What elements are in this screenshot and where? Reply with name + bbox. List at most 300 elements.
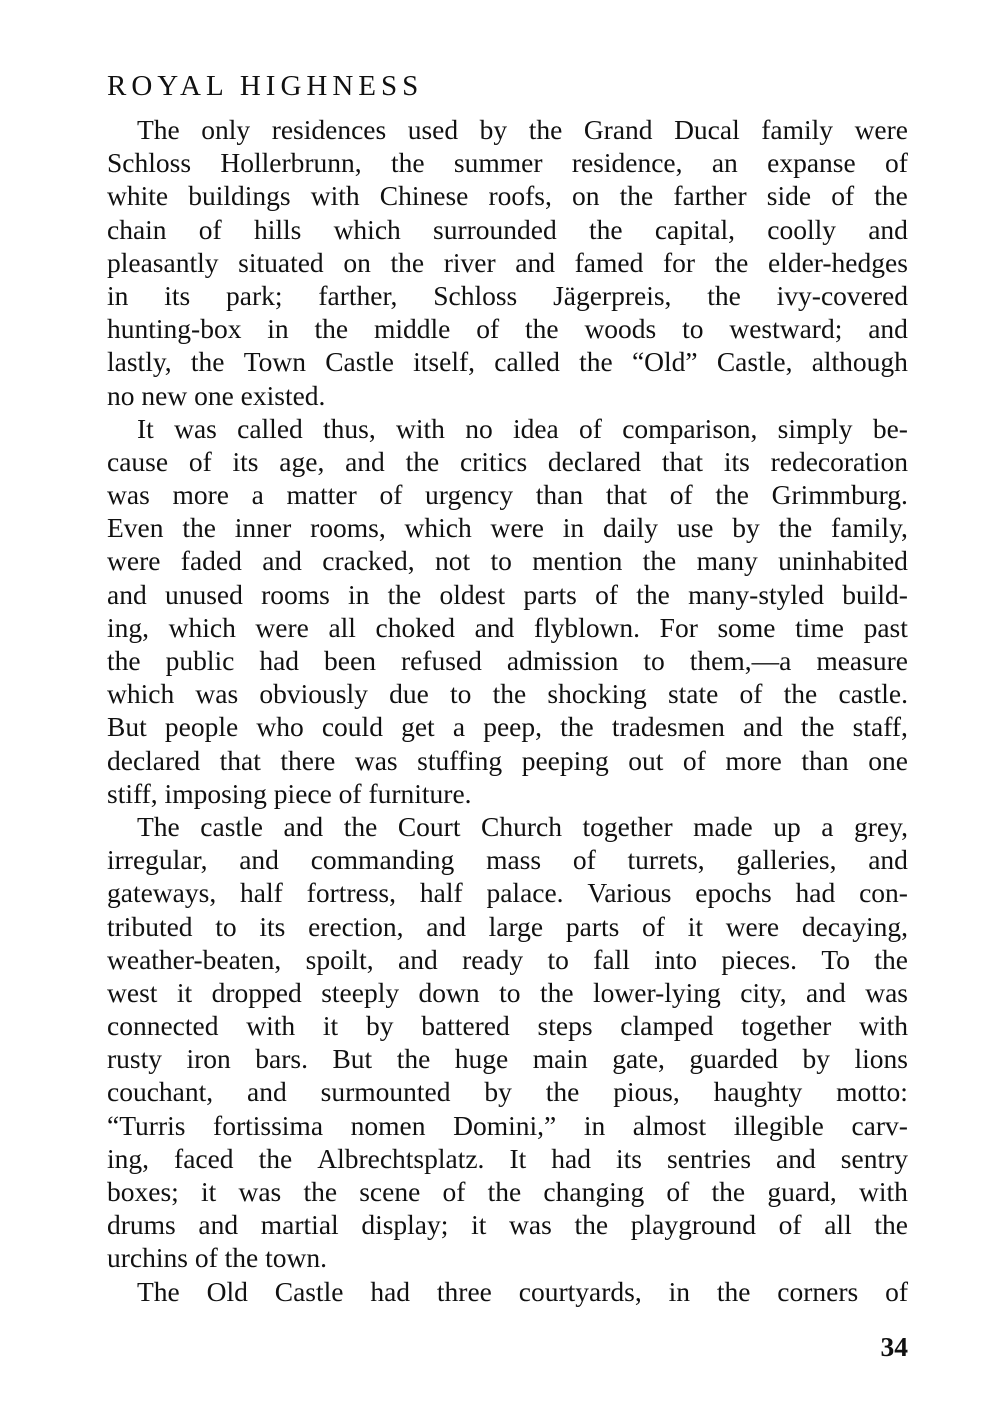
word: no bbox=[465, 412, 493, 444]
word: and bbox=[247, 1076, 287, 1108]
word: clamped bbox=[620, 1010, 714, 1042]
word: daily bbox=[603, 512, 658, 544]
word: epochs bbox=[695, 877, 772, 909]
word: weather-beaten, bbox=[107, 943, 282, 975]
word: to bbox=[450, 678, 472, 710]
word: build- bbox=[842, 578, 908, 610]
word: that bbox=[219, 744, 261, 776]
word: the bbox=[642, 545, 677, 577]
word: had bbox=[370, 1275, 411, 1307]
word: half bbox=[419, 877, 463, 909]
word: comparison, bbox=[622, 412, 758, 444]
word: the bbox=[387, 578, 422, 610]
text-line bbox=[107, 943, 908, 976]
word: with bbox=[246, 1010, 296, 1042]
word: parts bbox=[523, 578, 577, 610]
word: to bbox=[682, 313, 704, 345]
text-line bbox=[107, 876, 908, 909]
word: tributed bbox=[107, 910, 193, 942]
text-line bbox=[107, 843, 908, 876]
word: had bbox=[551, 1142, 591, 1174]
word: and bbox=[515, 246, 555, 278]
word: and bbox=[198, 1209, 239, 1241]
word: people bbox=[164, 711, 239, 743]
word: by bbox=[732, 512, 760, 544]
text-line bbox=[107, 910, 908, 943]
word: Old bbox=[206, 1275, 248, 1307]
word: more bbox=[725, 744, 782, 776]
word: to bbox=[490, 545, 512, 577]
word: and bbox=[397, 943, 438, 975]
text-line bbox=[107, 976, 908, 1009]
word: which bbox=[404, 512, 472, 544]
word: more bbox=[172, 479, 229, 511]
word: pious, bbox=[613, 1076, 680, 1108]
word: huge bbox=[454, 1043, 509, 1075]
word: many bbox=[696, 545, 758, 577]
word: it bbox=[471, 1209, 487, 1241]
word: were bbox=[725, 910, 780, 942]
text-line bbox=[107, 412, 908, 445]
text-line bbox=[107, 1042, 908, 1075]
word: of bbox=[885, 1275, 908, 1307]
word: of bbox=[442, 1176, 466, 1207]
word: chain bbox=[107, 213, 167, 245]
word: into bbox=[654, 943, 698, 975]
word: by bbox=[802, 1043, 830, 1075]
word: its bbox=[616, 1142, 642, 1174]
word: cracked, bbox=[322, 545, 415, 577]
word: white bbox=[107, 180, 169, 212]
word: Grimmburg. bbox=[771, 479, 908, 511]
text-line bbox=[107, 246, 908, 279]
paragraph bbox=[107, 412, 908, 810]
word: used bbox=[407, 114, 459, 145]
word: Church bbox=[481, 810, 562, 842]
word: Domini,” bbox=[453, 1109, 557, 1141]
word: were bbox=[490, 512, 544, 544]
word: To bbox=[821, 943, 850, 975]
word: The bbox=[137, 1275, 180, 1307]
word: and bbox=[868, 844, 908, 876]
word: elder-hedges bbox=[767, 246, 908, 278]
word: But bbox=[107, 711, 147, 743]
word: which bbox=[107, 678, 175, 710]
word: and bbox=[474, 611, 515, 643]
running-head: ROYAL HIGHNESS bbox=[107, 70, 424, 102]
word: side bbox=[766, 180, 812, 212]
word: gateways, bbox=[107, 877, 217, 909]
word: Albrechtsplatz. bbox=[317, 1142, 485, 1174]
word: the bbox=[574, 1209, 609, 1241]
word: which bbox=[168, 611, 236, 643]
word: its bbox=[723, 445, 750, 477]
word: guard, bbox=[767, 1176, 837, 1207]
word: simply bbox=[777, 412, 853, 444]
word: three bbox=[436, 1275, 492, 1307]
word: The bbox=[137, 810, 180, 842]
text-line bbox=[107, 345, 908, 378]
word: with bbox=[859, 1176, 908, 1207]
word: state bbox=[667, 678, 719, 710]
word: the bbox=[874, 1209, 908, 1241]
word: residence, bbox=[571, 147, 683, 179]
word: shocking bbox=[547, 678, 647, 710]
word: refused bbox=[400, 645, 482, 676]
word: the bbox=[107, 645, 141, 676]
word: spoilt, bbox=[305, 943, 374, 975]
word: decaying, bbox=[801, 910, 908, 942]
word: erection, bbox=[308, 910, 404, 942]
text-line: no new one existed. bbox=[107, 379, 326, 411]
word: was bbox=[107, 479, 150, 511]
word: than bbox=[535, 479, 584, 511]
word: and bbox=[107, 578, 147, 610]
word: called bbox=[237, 412, 303, 444]
word: the bbox=[545, 1076, 580, 1108]
word: an bbox=[711, 147, 738, 179]
word: a bbox=[251, 479, 264, 511]
word: gate, bbox=[612, 1043, 665, 1075]
word: family, bbox=[831, 512, 908, 544]
word: park; bbox=[226, 279, 283, 311]
word: westward; bbox=[729, 313, 843, 345]
word: the bbox=[560, 711, 594, 743]
word: haughty bbox=[713, 1076, 803, 1108]
word: together bbox=[741, 1010, 832, 1042]
text-line bbox=[107, 1009, 908, 1042]
word: the bbox=[396, 1043, 431, 1075]
word: of bbox=[198, 213, 222, 245]
word: west bbox=[107, 976, 158, 1008]
word: Castle bbox=[325, 346, 394, 378]
word: of bbox=[188, 445, 212, 477]
word: was bbox=[174, 412, 217, 444]
word: on bbox=[572, 180, 600, 212]
word: of bbox=[831, 180, 855, 212]
word: its bbox=[259, 910, 286, 942]
word: in bbox=[668, 1275, 690, 1307]
word: of bbox=[476, 313, 500, 345]
body-text bbox=[107, 113, 908, 1308]
word: and bbox=[426, 910, 466, 942]
word: the bbox=[707, 279, 741, 311]
word: faded bbox=[180, 545, 242, 577]
word: con- bbox=[859, 877, 908, 909]
word: family bbox=[761, 114, 834, 145]
word: capital, bbox=[654, 213, 735, 245]
word: Castle bbox=[274, 1275, 344, 1307]
word: who bbox=[256, 711, 304, 743]
word: summer bbox=[453, 147, 543, 179]
text-line bbox=[107, 578, 908, 611]
text-line bbox=[107, 445, 908, 478]
text-line bbox=[107, 312, 908, 345]
word: were bbox=[255, 611, 309, 643]
text-line bbox=[107, 113, 908, 146]
word: grey, bbox=[854, 810, 908, 842]
word: in bbox=[267, 313, 289, 345]
paragraph bbox=[107, 113, 908, 412]
word: the bbox=[800, 711, 835, 743]
word: redecoration bbox=[770, 445, 908, 477]
word: bars. bbox=[255, 1043, 308, 1075]
word: in bbox=[348, 578, 370, 610]
word: public bbox=[165, 645, 235, 676]
word: of bbox=[579, 412, 602, 444]
page-number: 34 bbox=[880, 1331, 908, 1362]
word: the bbox=[492, 678, 527, 710]
word: the bbox=[588, 213, 623, 245]
word: the bbox=[182, 512, 216, 544]
text-line: urchins of the town. bbox=[107, 1242, 327, 1274]
word: almost bbox=[632, 1109, 707, 1141]
word: ready bbox=[462, 943, 524, 975]
text-line bbox=[107, 677, 908, 710]
text-line bbox=[107, 279, 908, 312]
word: of bbox=[379, 479, 403, 511]
word: the bbox=[783, 678, 818, 710]
word: mass bbox=[486, 844, 542, 876]
word: the bbox=[714, 246, 749, 278]
word: the bbox=[524, 313, 559, 345]
word: Court bbox=[397, 810, 461, 842]
word: fall bbox=[593, 943, 630, 975]
word: the bbox=[874, 943, 908, 975]
word: was bbox=[195, 678, 239, 710]
word: tradesmen bbox=[611, 711, 725, 743]
word: ing, bbox=[107, 1142, 150, 1174]
word: and bbox=[868, 313, 908, 345]
word: changing bbox=[543, 1176, 645, 1207]
word: rusty bbox=[107, 1043, 162, 1075]
word: illegible bbox=[733, 1109, 824, 1141]
text-line bbox=[107, 511, 908, 544]
word: there bbox=[280, 744, 336, 776]
word: the bbox=[539, 976, 574, 1008]
text-line bbox=[107, 1175, 908, 1208]
word: on bbox=[343, 246, 371, 278]
word: to bbox=[643, 645, 665, 676]
word: and bbox=[868, 213, 908, 245]
text-line bbox=[107, 1109, 908, 1142]
word: and bbox=[743, 711, 783, 743]
word: the bbox=[716, 1275, 751, 1307]
word: its bbox=[164, 279, 191, 311]
word: was bbox=[238, 1176, 282, 1207]
text-line bbox=[107, 179, 908, 212]
word: admission bbox=[506, 645, 619, 676]
word: the bbox=[778, 512, 813, 544]
word: to bbox=[215, 910, 237, 942]
text-line bbox=[107, 1208, 908, 1241]
word: buildings bbox=[188, 180, 291, 212]
word: rooms, bbox=[310, 512, 386, 544]
word: all bbox=[328, 611, 356, 643]
word: iron bbox=[186, 1043, 231, 1075]
text-line bbox=[107, 1142, 908, 1175]
word: that bbox=[661, 445, 704, 477]
word: were bbox=[107, 545, 161, 577]
word: connected bbox=[107, 1010, 219, 1042]
word: battered bbox=[421, 1010, 510, 1042]
word: drums bbox=[107, 1209, 176, 1241]
word: castle bbox=[200, 810, 263, 842]
word: oldest bbox=[439, 578, 506, 610]
word: the bbox=[303, 1176, 338, 1207]
word: and bbox=[239, 844, 279, 876]
word: couchant, bbox=[107, 1076, 214, 1108]
word: idea bbox=[512, 412, 559, 444]
word: Hollerbrunn, bbox=[220, 147, 362, 179]
word: hunting-box bbox=[107, 313, 242, 345]
text-line bbox=[107, 644, 908, 677]
word: past bbox=[863, 611, 908, 643]
word: although bbox=[811, 346, 908, 378]
word: motto: bbox=[836, 1076, 908, 1108]
word: than bbox=[801, 744, 849, 776]
word: the bbox=[390, 246, 425, 278]
word: “Old” bbox=[631, 346, 698, 378]
word: made bbox=[693, 810, 753, 842]
word: Various bbox=[587, 877, 672, 909]
word: obviously bbox=[259, 678, 368, 710]
word: But bbox=[332, 1043, 373, 1075]
word: itself, bbox=[413, 346, 476, 378]
word: hills bbox=[253, 213, 302, 245]
word: lower-lying bbox=[593, 976, 721, 1008]
text-line bbox=[107, 744, 908, 777]
word: coolly bbox=[767, 213, 836, 245]
word: of bbox=[885, 147, 908, 179]
word: situated bbox=[238, 246, 324, 278]
text-line bbox=[107, 810, 908, 843]
word: castle. bbox=[838, 678, 908, 710]
word: river bbox=[443, 246, 496, 278]
word: the bbox=[711, 1176, 746, 1207]
word: was bbox=[354, 744, 398, 776]
word: large bbox=[488, 910, 544, 942]
text-line: stiff, imposing piece of furniture. bbox=[107, 777, 472, 809]
word: flyblown. bbox=[533, 611, 641, 643]
word: in bbox=[583, 1109, 606, 1141]
word: uninhabited bbox=[778, 545, 908, 577]
word: urgency bbox=[425, 479, 514, 511]
word: together bbox=[582, 810, 673, 842]
word: main bbox=[532, 1043, 588, 1075]
word: with bbox=[310, 180, 360, 212]
word: residences bbox=[271, 114, 387, 145]
word: measure bbox=[816, 645, 908, 676]
word: many-styled bbox=[688, 578, 825, 610]
word: it bbox=[176, 976, 193, 1008]
word: thus, bbox=[323, 412, 376, 444]
word: galleries, bbox=[736, 844, 837, 876]
word: stuffing bbox=[417, 744, 503, 776]
word: and bbox=[806, 976, 846, 1008]
word: farther bbox=[673, 180, 747, 212]
word: of bbox=[595, 578, 619, 610]
word: Ducal bbox=[674, 114, 740, 145]
word: martial bbox=[260, 1209, 339, 1241]
paragraph bbox=[107, 1275, 908, 1308]
word: boxes; bbox=[107, 1176, 179, 1207]
word: them,—a bbox=[689, 645, 792, 676]
word: mention bbox=[532, 545, 623, 577]
word: the bbox=[636, 578, 670, 610]
word: dropped bbox=[211, 976, 302, 1008]
word: matter bbox=[286, 479, 357, 511]
word: the bbox=[390, 147, 425, 179]
word: famed bbox=[574, 246, 644, 278]
word: a bbox=[452, 711, 466, 743]
word: playground bbox=[630, 1209, 756, 1241]
text-line bbox=[107, 544, 908, 577]
word: the bbox=[579, 346, 613, 378]
word: age, bbox=[279, 445, 325, 477]
word: nomen bbox=[350, 1109, 426, 1141]
word: was bbox=[865, 976, 908, 1008]
word: by bbox=[479, 114, 508, 145]
word: the bbox=[487, 1176, 522, 1207]
word: been bbox=[324, 645, 376, 676]
word: ing, bbox=[107, 611, 150, 643]
word: it bbox=[687, 910, 703, 942]
word: was bbox=[509, 1209, 552, 1241]
word: the bbox=[715, 479, 749, 511]
word: up bbox=[773, 810, 801, 842]
word: display; bbox=[361, 1209, 449, 1241]
word: of bbox=[778, 1209, 802, 1241]
word: inner bbox=[234, 512, 292, 544]
word: use bbox=[676, 512, 714, 544]
word: and bbox=[262, 545, 302, 577]
word: out bbox=[628, 744, 664, 776]
word: critics bbox=[459, 445, 528, 477]
word: scene bbox=[359, 1176, 421, 1207]
word: city, bbox=[740, 976, 787, 1008]
paragraph bbox=[107, 810, 908, 1275]
text-line bbox=[107, 146, 908, 179]
word: it bbox=[322, 1010, 339, 1042]
word: lions bbox=[854, 1043, 908, 1075]
word: half bbox=[240, 877, 283, 909]
word: that bbox=[605, 479, 648, 511]
word: It bbox=[509, 1142, 527, 1174]
word: which bbox=[333, 213, 401, 245]
word: farther, bbox=[318, 279, 398, 311]
word: Even bbox=[107, 512, 164, 544]
word: down bbox=[418, 976, 480, 1008]
word: not bbox=[434, 545, 471, 577]
word: with bbox=[859, 1010, 908, 1042]
word: some bbox=[717, 611, 776, 643]
word: due bbox=[389, 678, 429, 710]
word: Chinese bbox=[379, 180, 469, 212]
word: turrets, bbox=[627, 844, 705, 876]
word: in bbox=[107, 279, 129, 311]
word: and bbox=[345, 445, 385, 477]
word: for bbox=[663, 246, 696, 278]
word: the bbox=[190, 346, 225, 378]
word: called bbox=[494, 346, 560, 378]
word: by bbox=[484, 1076, 512, 1108]
word: its bbox=[232, 445, 259, 477]
word: all bbox=[824, 1209, 852, 1241]
text-line bbox=[107, 710, 908, 743]
text-line bbox=[107, 1075, 908, 1108]
word: in bbox=[562, 512, 585, 544]
